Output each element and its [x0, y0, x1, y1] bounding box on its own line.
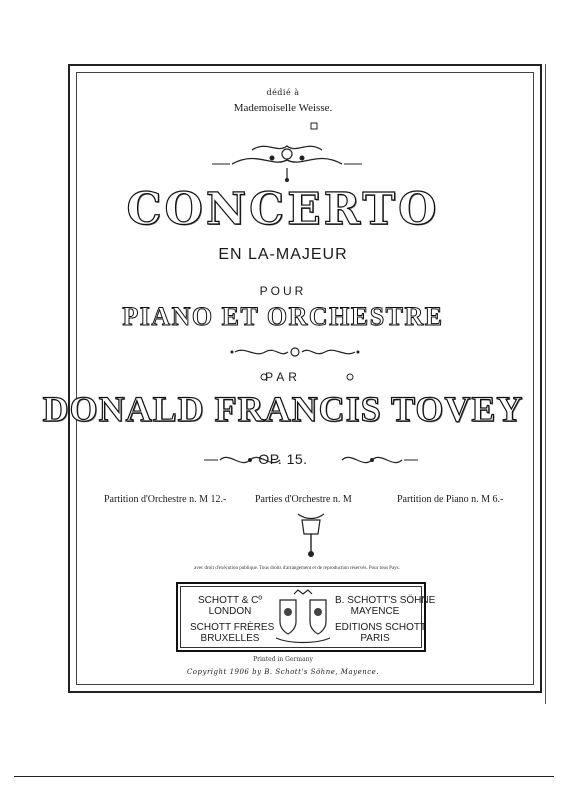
page-edge: [545, 64, 546, 704]
publisher-mainz-city: MAYENCE: [350, 606, 400, 617]
dedication-line-1: dédié à: [266, 88, 300, 97]
par-label: PAR: [265, 370, 301, 384]
top-ornament-icon: [212, 120, 362, 186]
middle-ornament-icon: [230, 344, 360, 360]
composer-name: DONALD FRANCIS TOVEY: [42, 389, 524, 429]
publisher-paris-name: EDITIONS SCHOTT: [335, 622, 427, 633]
printed-in: Printed in Germany: [253, 656, 313, 663]
key-subtitle: EN LA-MAJEUR: [218, 246, 348, 263]
publisher-mainz-name: B. SCHOTT'S SÖHNE: [335, 595, 436, 606]
publisher-emblem-icon: [272, 588, 334, 646]
price-piano-score: Partition de Piano n. M 6.-: [397, 494, 504, 505]
publisher-london-name: SCHOTT & Cº: [197, 595, 263, 606]
instrumentation: PIANO ET ORCHESTRE: [122, 302, 444, 331]
bottom-rule: [14, 776, 554, 777]
price-orchestra-parts: Parties d'Orchestre n. M: [255, 494, 352, 505]
publisher-note: avec droit d'exécution publique. Tous droits d'arrangement et de reproduction réservés. Pour tous Pays.: [194, 566, 400, 571]
title: CONCERTO: [126, 184, 440, 235]
publisher-brussels-name: SCHOTT FRÈRES: [190, 622, 275, 633]
opus-number: OP. 15.: [258, 451, 308, 467]
publisher-brussels-city: BRUXELLES: [200, 633, 260, 644]
pendant-ornament-icon: [296, 510, 326, 560]
copyright-line: Copyright 1906 by B. Schott's Söhne, Mayence.: [186, 668, 380, 676]
publisher-london-city: LONDON: [208, 606, 252, 617]
publisher-paris-city: PARIS: [360, 633, 390, 644]
par-right-icon: [344, 372, 356, 382]
dedication-line-2: Mademoiselle Weisse.: [233, 102, 333, 114]
pour-label: POUR: [259, 284, 307, 298]
price-orchestra-score: Partition d'Orchestre n. M 12.-: [104, 494, 227, 505]
opus-right-ornament-icon: [338, 449, 418, 471]
